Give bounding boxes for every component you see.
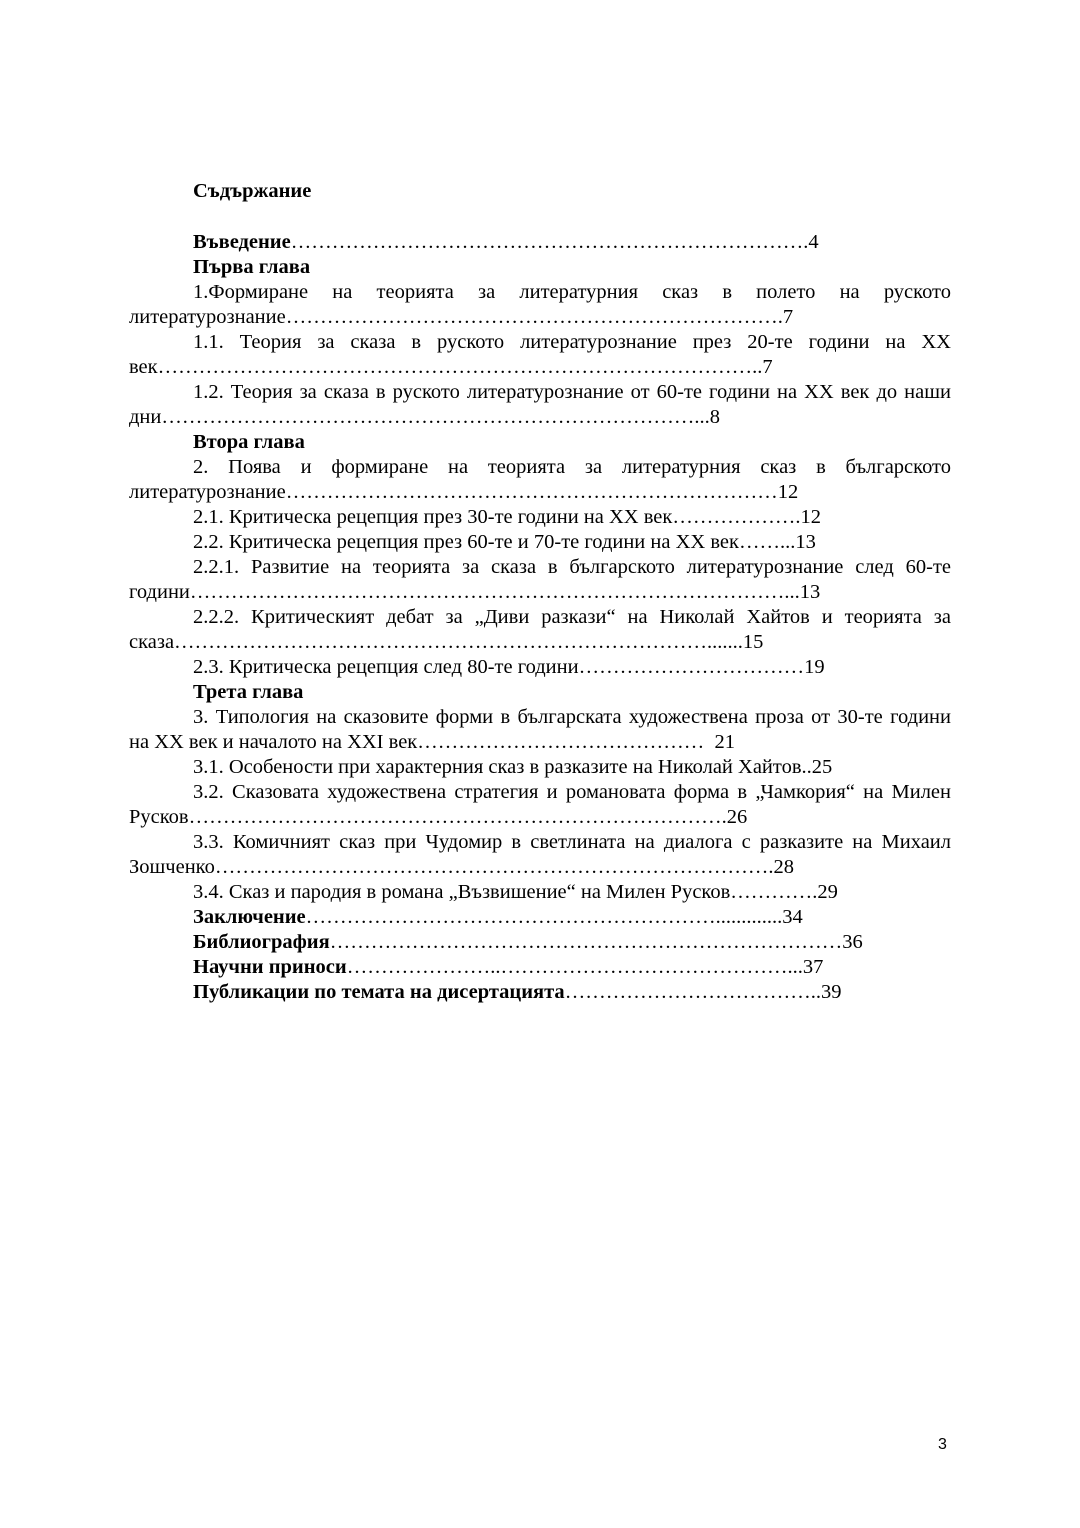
toc-entry-title: 3.4. Сказ и пародия в романа „Възвишение“ на Милен Русков [193,881,731,903]
toc-entry-leader: …………. [730,881,818,903]
toc-entry-2-2 [129,530,951,555]
toc-entry-contributions [129,955,951,980]
toc-entry-page: 39 [820,981,842,1003]
toc-entry-title: 2. Поява и формиране на теорията за литературния сказ в българското литературознание [129,456,951,503]
toc-entry-leader: ……………………………………………………………………... [161,406,710,428]
toc-entry-leader: ……………………………………………………............. [305,906,783,928]
toc-entry-1-2 [129,380,951,430]
toc-entry-page: 7 [762,356,773,378]
toc-entry-leader: …………………………………………………………………… [188,806,722,828]
toc-entry-title: 2.2.1. Развитие на теорията за сказа в българското литературознание след 60-те години [129,556,951,603]
toc-entry-3 [129,705,951,755]
toc-entry-page: 34 [782,906,803,928]
toc-entry-page: 29 [817,881,838,903]
toc-entry-leader: ……………………………….. [564,981,821,1003]
table-of-contents [129,230,951,1005]
toc-entry-introduction [129,230,951,255]
toc-entry-page: 12 [777,481,799,503]
page-number: 3 [938,1436,947,1453]
toc-chapter-2: Втора глава [193,431,305,453]
toc-entry-2-2-2 [129,605,951,655]
toc-entry-leader: ……………………………………………………………………………... [189,581,800,603]
toc-entry-title: Публикации по темата на дисертацията [193,981,565,1003]
toc-entry-title: 2.2. Критическа рецепция през 60-те и 70-те години на XX век [193,531,739,553]
toc-entry-2-2-1 [129,555,951,605]
toc-entry-page: .28 [768,856,794,878]
toc-entry-title: 2.3. Критическа рецепция след 80-те години [193,656,579,678]
toc-entry-page: 12 [800,506,821,528]
toc-entry-leader: ……... [738,531,796,553]
toc-entry-title: Въведение [193,231,291,253]
toc-entry-title: 3.2. Сказовата художествена стратегия и романовата форма в „Чамкория“ на Милен Русков [129,781,951,828]
toc-entry-page: 25 [811,756,833,778]
toc-entry-page: 13 [799,581,821,603]
toc-entry-page: 21 [704,731,736,753]
toc-chapter-1: Първа глава [193,256,311,278]
toc-entry-page: .7 [777,306,794,328]
toc-entry-publications [129,980,951,1005]
toc-entry-leader: …………………………………… [417,731,705,753]
toc-entry-leader: ……………………………………………………………… [285,306,778,328]
toc-entry-page: .4 [803,231,819,253]
toc-entry-page: 13 [795,531,816,553]
toc-entry-leader: …………………………………………………………………………….. [157,356,763,378]
toc-entry-leader: ……………………………………………………………………....... [174,631,743,653]
toc-entry-title: 1.2. Теория за сказа в руското литературознание от 60-те години на XX век до наши дни [129,381,951,428]
toc-heading: Съдържание [193,180,312,202]
toc-entry-title: 1.1. Теория за сказа в руското литературознание през 20-те години на XX век [129,331,951,378]
toc-entry-bibliography [129,930,951,955]
toc-entry-title: 3.1. Особености при характерния сказ в разказите на Николай Хайтов.. [193,756,812,778]
toc-entry-leader: ………………………………………………………………… [290,231,804,253]
toc-entry-leader: …………………..……………………………………... [346,956,803,978]
toc-entry-2-3 [129,655,951,680]
toc-entry-leader: ………………. [672,506,801,528]
toc-entry-title: Заключение [193,906,306,928]
toc-entry-title: 3. Типология на сказовите форми в българската художествена проза от 30-те години на XX век и началото на XXI век [129,706,951,753]
toc-chapter-3: Трета глава [193,681,304,703]
toc-entry-3-1 [129,755,951,780]
toc-entry-leader: ……………………………………………………………………… [214,856,769,878]
toc-entry-3-4 [129,880,951,905]
toc-entry-3-2 [129,780,951,830]
toc-entry-leader: ……………………………………………………………… [285,481,778,503]
toc-entry-page: 15 [742,631,764,653]
toc-entry-page: 36 [842,931,863,953]
toc-entry-conclusion [129,905,951,930]
toc-entry-page: 37 [802,956,824,978]
toc-entry-leader: …………………………… [578,656,805,678]
toc-entry-page: 19 [804,656,825,678]
toc-entry-page: 8 [709,406,720,428]
toc-entry-title: Библиография [193,931,330,953]
toc-entry-2-1 [129,505,951,530]
toc-entry-title: 2.2.2. Критическият дебат за „Диви разкази“ на Николай Хайтов и теорията за сказа [129,606,951,653]
toc-entry-title: 1.Формиране на теорията за литературния сказ в полето на руското литературознание [129,281,951,328]
toc-entry-2 [129,455,951,505]
toc-entry-leader: ………………………………………………………………… [329,931,843,953]
toc-entry-title: 3.3. Комичният сказ при Чудомир в светлината на диалога с разказите на Михаил Зошченко [129,831,951,878]
toc-entry-title: 2.1. Критическа рецепция през 30-те години на XX век [193,506,673,528]
toc-entry-title: Научни приноси [193,956,347,978]
toc-entry-1-1 [129,330,951,380]
toc-entry-1 [129,280,951,330]
toc-entry-page: .26 [721,806,748,828]
toc-entry-3-3 [129,830,951,880]
